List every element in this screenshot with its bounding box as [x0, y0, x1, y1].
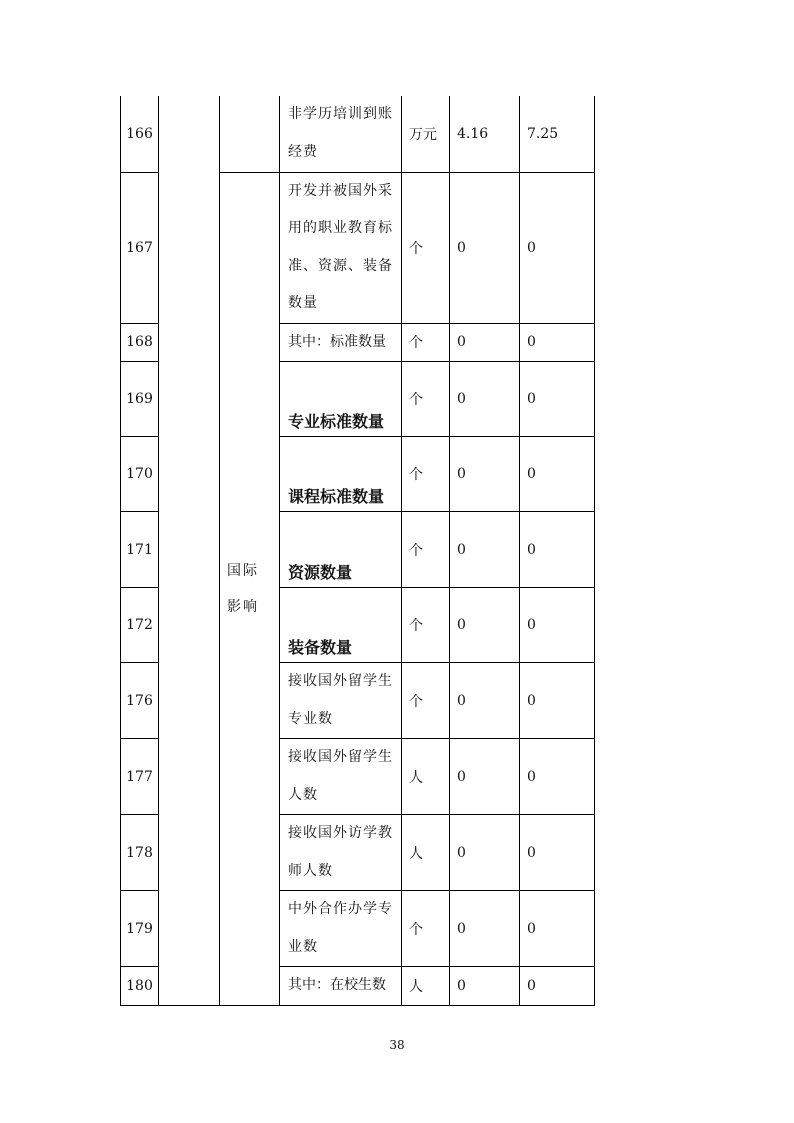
table-row: [121, 96, 595, 172]
indicator-name: 资源数量: [280, 512, 402, 588]
value-cell-2: 0: [520, 362, 595, 437]
row-number: 177: [121, 739, 159, 815]
value-cell-1: 0: [450, 815, 520, 891]
row-number: 166: [121, 96, 159, 172]
row-number: 178: [121, 815, 159, 891]
indicator-name: 课程标准数量: [280, 437, 402, 512]
value-cell-2: 0: [520, 967, 595, 1006]
value-cell-1: 0: [450, 323, 520, 362]
indicator-name: 开发并被国外采用的职业教育标准、资源、装备数量: [280, 172, 402, 323]
value-cell-1: 0: [450, 663, 520, 739]
row-number: 169: [121, 362, 159, 437]
indicator-name: 装备数量: [280, 588, 402, 663]
unit-cell: 人: [402, 739, 450, 815]
indicator-name: 专业标准数量: [280, 362, 402, 437]
value-cell-2: 0: [520, 739, 595, 815]
indicator-name: 其中：在校生数: [280, 967, 402, 1006]
category-cell: [220, 172, 280, 1005]
value-cell-1: 0: [450, 891, 520, 967]
unit-cell: 万元: [402, 96, 450, 172]
value-cell-2: 0: [520, 588, 595, 663]
row-number: 167: [121, 172, 159, 323]
value-cell-2: 0: [520, 323, 595, 362]
indicator-name: 接收国外留学生专业数: [280, 663, 402, 739]
row-number: 172: [121, 588, 159, 663]
row-number: 168: [121, 323, 159, 362]
value-cell-1: 0: [450, 512, 520, 588]
row-number: 180: [121, 967, 159, 1006]
blank-column-cell: [159, 96, 220, 1005]
unit-cell: 人: [402, 815, 450, 891]
category-label: 国际影响: [227, 562, 259, 615]
unit-cell: 个: [402, 172, 450, 323]
value-cell-1: 0: [450, 437, 520, 512]
blank-category-cell: [220, 96, 280, 172]
unit-cell: 个: [402, 663, 450, 739]
unit-cell: 个: [402, 437, 450, 512]
unit-cell: 人: [402, 967, 450, 1006]
value-cell-2: 0: [520, 512, 595, 588]
value-cell-2: 0: [520, 815, 595, 891]
page-number: 38: [389, 1038, 405, 1052]
row-number: 179: [121, 891, 159, 967]
value-cell-1: 0: [450, 967, 520, 1006]
unit-cell: 个: [402, 891, 450, 967]
indicator-name: 非学历培训到账经费: [280, 96, 402, 172]
value-cell-1: 0: [450, 362, 520, 437]
unit-cell: 个: [402, 362, 450, 437]
row-number: 170: [121, 437, 159, 512]
indicator-name: 接收国外访学教师人数: [280, 815, 402, 891]
value-cell-2: 0: [520, 891, 595, 967]
unit-cell: 个: [402, 512, 450, 588]
indicator-name: 接收国外留学生人数: [280, 739, 402, 815]
value-cell-2: 0: [520, 437, 595, 512]
value-cell-1: 0: [450, 172, 520, 323]
indicator-name: 其中：标准数量: [280, 323, 402, 362]
value-cell-2: 7.25: [520, 96, 595, 172]
unit-cell: 个: [402, 588, 450, 663]
indicator-name: 中外合作办学专业数: [280, 891, 402, 967]
indicator-table: [120, 96, 595, 1006]
row-number: 176: [121, 663, 159, 739]
unit-cell: 个: [402, 323, 450, 362]
value-cell-1: 0: [450, 739, 520, 815]
value-cell-1: 0: [450, 588, 520, 663]
value-cell-2: 0: [520, 172, 595, 323]
value-cell-2: 0: [520, 663, 595, 739]
value-cell-1: 4.16: [450, 96, 520, 172]
row-number: 171: [121, 512, 159, 588]
